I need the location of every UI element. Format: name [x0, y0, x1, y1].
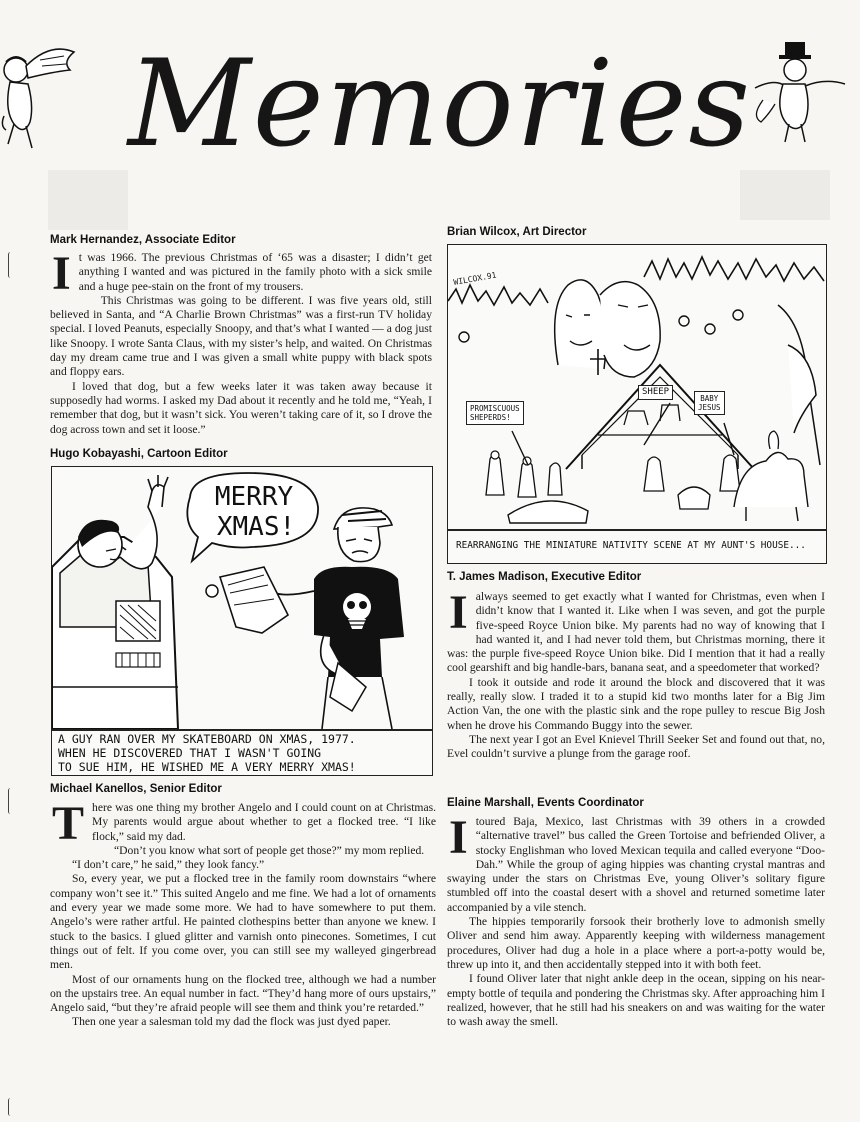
story-paragraph: I loved that dog, but a few weeks later it was taken away because it supposedly had worms. I asked my Dad about it recently and he told me, “Yeah, I remember that dog, but it wasn’t sick. You weren’t taking care of it, so I drove the dog across town and set it loose.”: [50, 379, 432, 436]
background-bleed-left: [48, 170, 128, 230]
story-paragraph: Most of our ornaments hung on the flocked tree, although we had a number on the upstairs tree. An equal number in fact. “They’d hang more of ours upstairs,” Angelo said, “but they’re afraid people will see them and think you’re retarded.”: [50, 972, 436, 1015]
story-body: [50, 247, 432, 437]
story-paragraph: “I don’t care,” he said,” they look fancy.”: [72, 858, 265, 872]
story-body: [50, 797, 436, 1030]
story-byline: Mark Hernandez, Associate Editor: [50, 234, 236, 246]
story-paragraph: I took it outside and rode it around the block and discovered that it was really, really slow. I traded it to a stupid kid two months later for a Big Jim Action Van, the one with the plastic sink and the rope pulley to rescue Big Josh when he drove his Commando Buggy into the sewer.: [447, 675, 825, 732]
binding-hole-top: [8, 252, 13, 278]
drop-cap: I: [449, 811, 468, 864]
cherub-left-illustration: [0, 26, 82, 156]
skateboard-cartoon-drawing: [52, 467, 432, 729]
drop-cap: I: [449, 586, 468, 639]
speech-bubble-line2: XMAS!: [216, 512, 296, 542]
nativity-cartoon: [447, 244, 827, 564]
cartoon-caption-line3: TO SUE HIM, HE WISHED ME A VERY MERRY XMAS!: [58, 760, 356, 774]
skateboard-cartoon: [51, 466, 433, 776]
speech-bubble-line1: MERRY: [214, 482, 294, 512]
sign-baby-jesus: [694, 391, 725, 415]
story-byline: T. James Madison, Executive Editor: [447, 571, 642, 583]
story-paragraph: The next year I got an Evel Knievel Thrill Seeker Set and found out that, no, Evel couldn’t survive a plunge from the garage roof.: [447, 732, 825, 761]
masthead-title: Memories: [127, 35, 753, 174]
cherub-right-illustration: [745, 38, 855, 148]
story-paragraph: “Don’t you know what sort of people get those?” my mom replied.: [114, 843, 425, 857]
sign-shepherds-line2: SHEPERDS!: [470, 413, 511, 422]
story-byline: Elaine Marshall, Events Coordinator: [447, 797, 644, 809]
story-body: [447, 811, 825, 1029]
cartoon-byline: Brian Wilcox, Art Director: [447, 226, 587, 238]
cartoon-caption-line2: WHEN HE DISCOVERED THAT I WASN'T GOING: [58, 746, 322, 760]
sign-shepherds-line1: PROMISCUOUS: [470, 404, 520, 413]
drop-cap: I: [52, 247, 71, 300]
sign-baby-jesus-line2: JESUS: [698, 403, 721, 412]
cartoon-caption-rule: [448, 529, 826, 531]
binding-hole-bottom: [8, 1098, 13, 1116]
sign-sheep: SHEEP: [638, 385, 673, 400]
cartoon-byline: Hugo Kobayashi, Cartoon Editor: [50, 448, 228, 460]
story-paragraph: Ialways seemed to get exactly what I wanted for Christmas, even when I didn’t know that I wanted it. Like when I was seven, and got the purple five-speed Royce Union bike. My parents had no way of knowing that I had wanted it, and I had never told them, but Christmas morning, there it was: the purple five-speed Royce Union bike. Did I mention that it had a really cool gearshift and big handle-bars, banana seat, and a speedometer that worked?: [447, 586, 825, 675]
story-body: [447, 586, 825, 762]
nativity-cartoon-drawing: [448, 245, 826, 525]
binding-hole-middle: [8, 788, 13, 814]
story-paragraph: Then one year a salesman told my dad the flock was just dyed paper.: [72, 1015, 391, 1029]
drop-cap: T: [52, 797, 85, 850]
sign-baby-jesus-line1: BABY: [700, 394, 719, 403]
story-paragraph: There was one thing my brother Angelo and I could count on at Christmas. My parents would argue about whether to get a flocked tree. “I like flock,” said my dad.: [52, 797, 436, 850]
story-paragraph: The hippies temporarily forsook their brotherly love to admonish smelly Oliver and send him away. Apparently keeping with wilderness management procedures, Oliver had dug a hole in a place where a port-a-potty would be, threw up into it, and then accidentally stepped into it with both feet.: [447, 915, 825, 971]
artist-signature: WILCOX.91: [452, 270, 498, 287]
story-byline: Michael Kanellos, Senior Editor: [50, 783, 222, 795]
cartoon-caption-line1: A GUY RAN OVER MY SKATEBOARD ON XMAS, 1977.: [58, 732, 356, 746]
cartoon-caption: REARRANGING THE MINIATURE NATIVITY SCENE AT MY AUNT'S HOUSE...: [456, 540, 806, 551]
story-paragraph: It was 1966. The previous Christmas of ‘65 was a disaster; I didn’t get anything I wanted and was pictured in the family photo with a sick smile and a huge pee-stain on the front of my trousers.: [52, 247, 432, 300]
story-paragraph: So, every year, we put a flocked tree in the family room downstairs “where company won’t see it.” This suited Angelo and me fine. We had a lot of ornaments and every year we made some more. We had to have somewhere to put them. Angelo’s were rather artful. He painted clothespins better than anyone we knew. I stuck to the basics. I glued glitter and varnish onto pinecones. Sometimes, I cut things out of felt. If you come over, you can still see my walleyed gingerbread men.: [50, 872, 436, 972]
story-paragraph: This Christmas was going to be different. I was five years old, still believed in Santa, and “A Charlie Brown Christmas” was a first-run TV holiday special. I loved Peanuts, especially Snoopy, and that’s what I wanted — a dog just like Snoopy. I wrote Santa Claus, with my sister’s help, and waited. On Christmas day my dream came true and I was given a small white puppy with black spots and floppy ears.: [50, 293, 432, 379]
story-paragraph: I found Oliver later that night ankle deep in the ocean, sipping on his near-empty bottle of tequila and pondering the Christmas sky. After approaching him I realized, however, that he still had his sneakers on and was waiting for the water to wash away the smell.: [447, 972, 825, 1029]
sign-shepherds: [466, 401, 524, 425]
story-paragraph: Itoured Baja, Mexico, last Christmas with 39 others in a crowded “alternative travel” bus called the Green Tortoise and befriended Oliver, a stocky Englishman who loved Mexican tequila and called everyone “Doo-Dah.” While the group of aging hippies was chanting crystal mantras and swaying under the stars on Christmas Eve, young Oliver’s solitary figure stumbled off into the coastal desert with a shovel and returned sometime later accompanied by a vile stench.: [447, 811, 825, 914]
